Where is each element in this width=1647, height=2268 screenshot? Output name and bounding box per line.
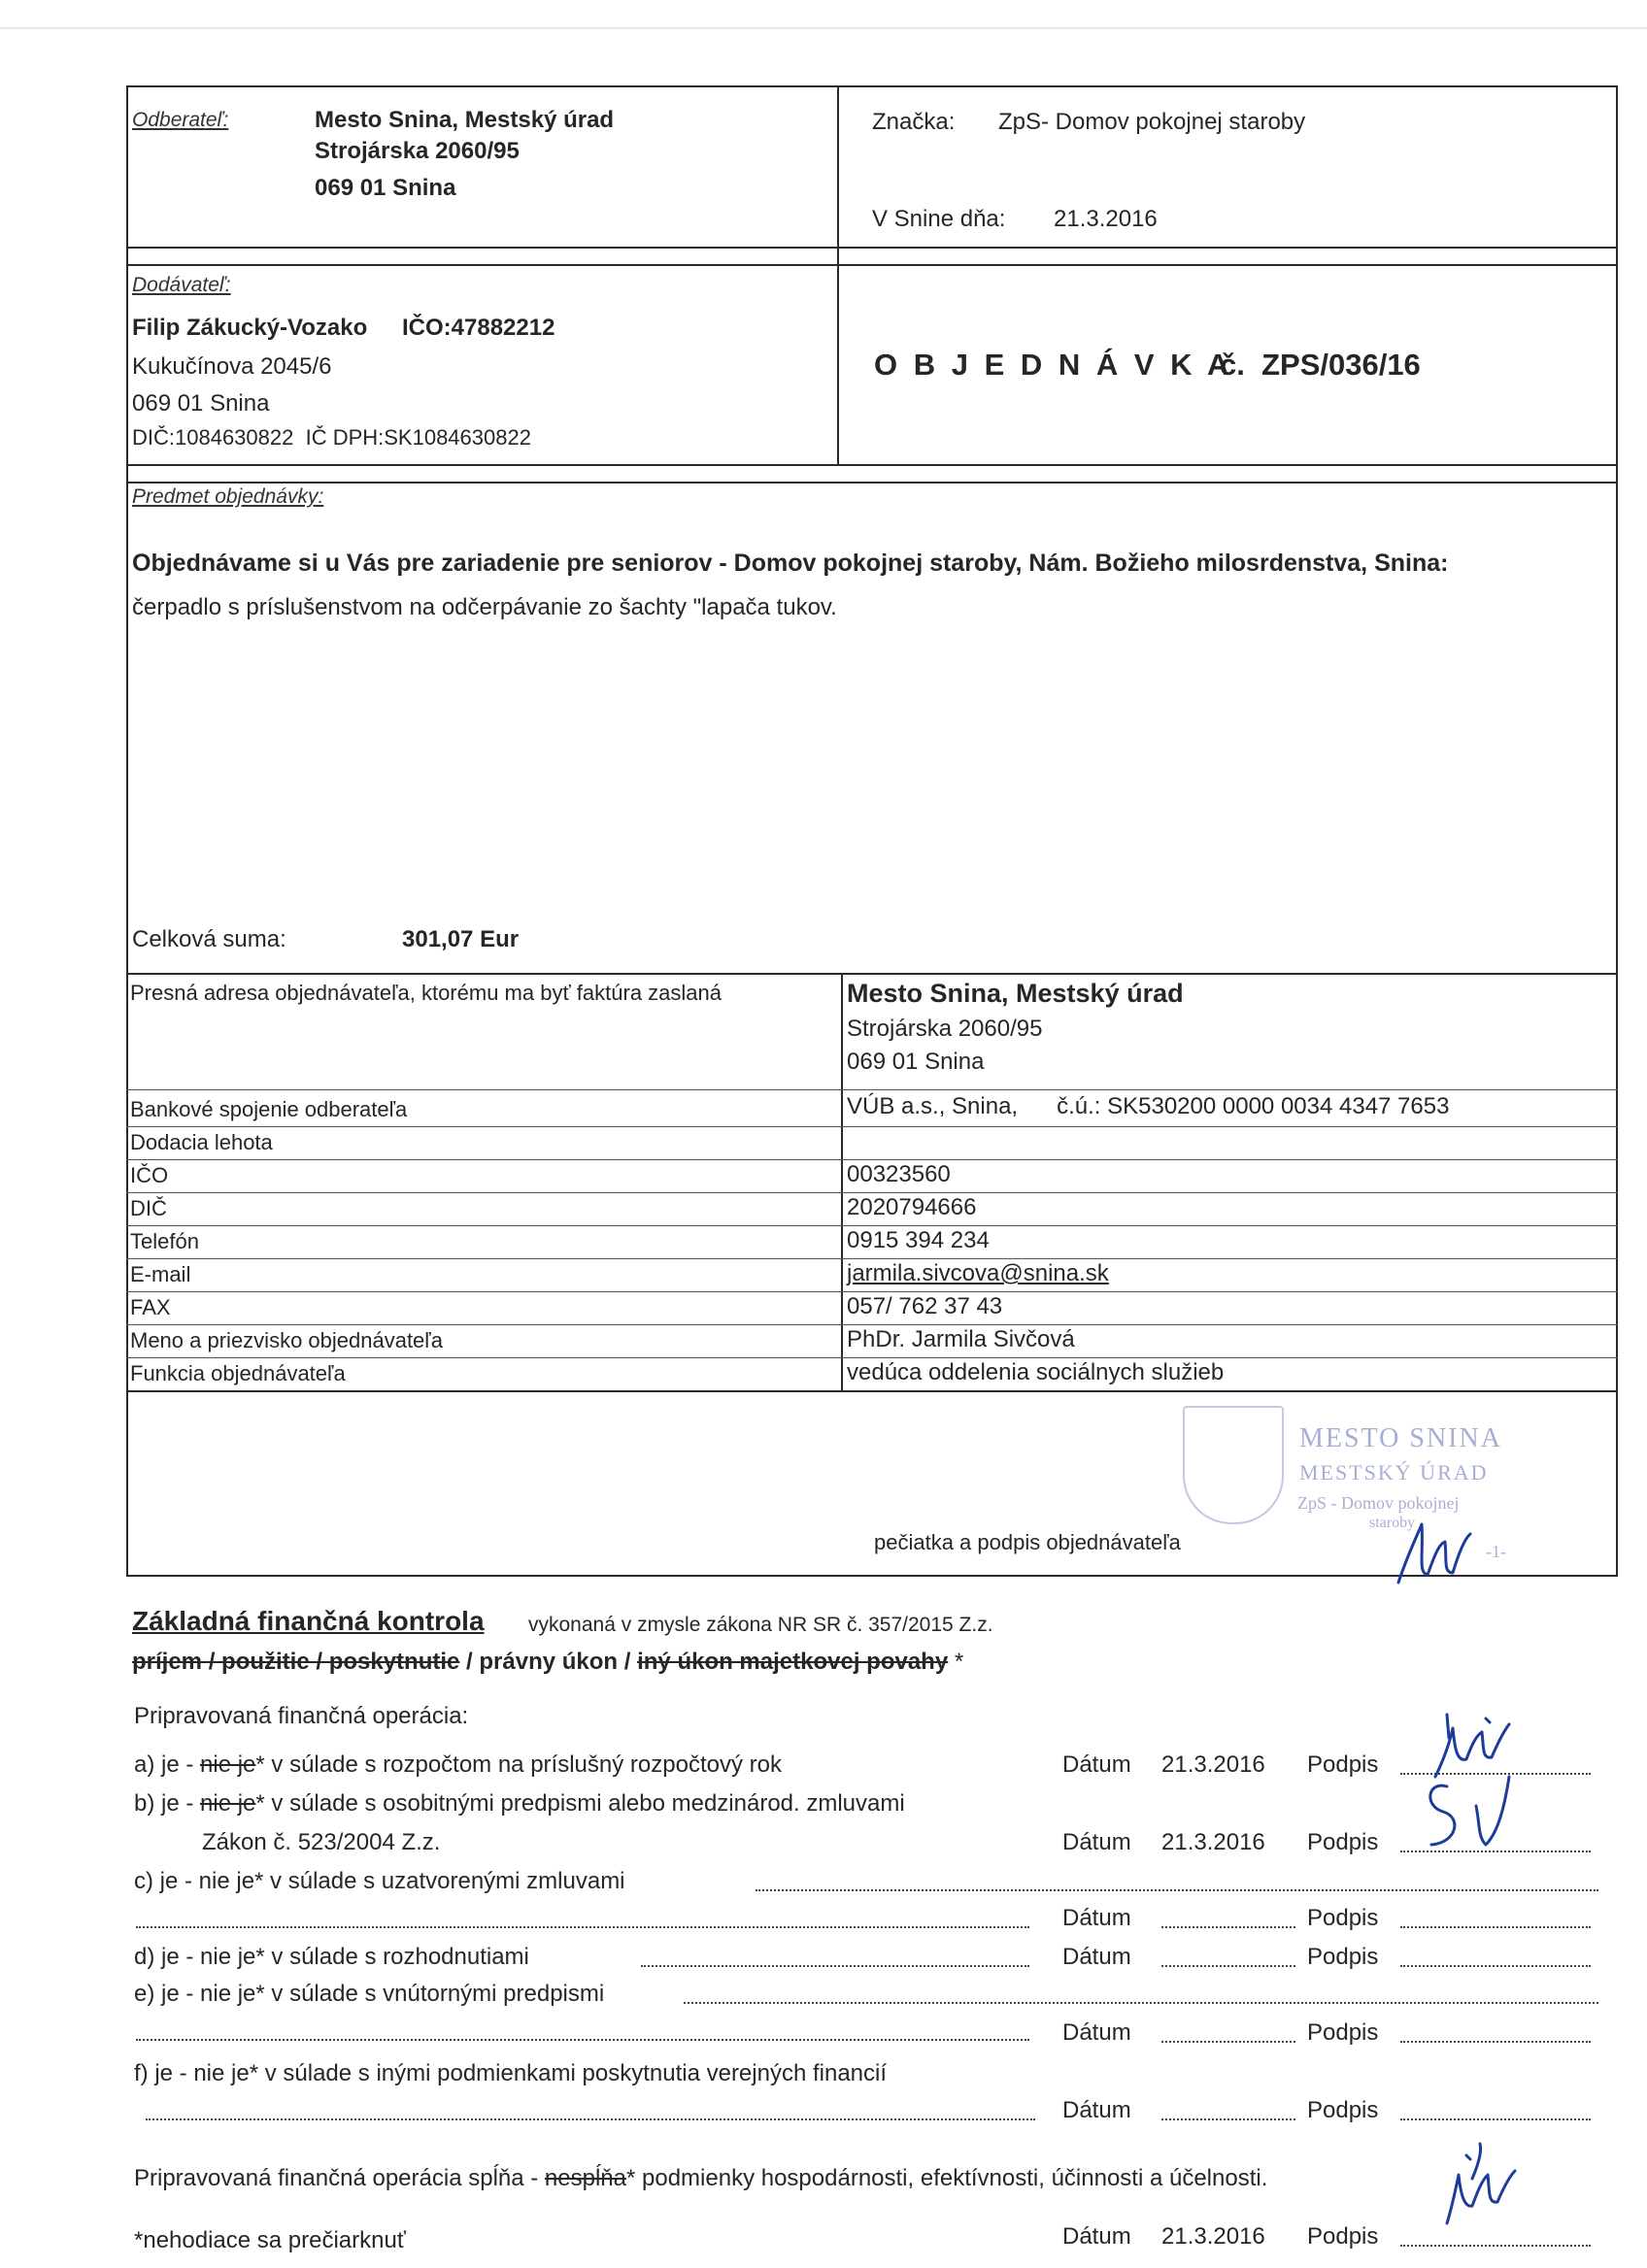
item-a-post: * v súlade s rozpočtom na príslušný rozpočtový rok xyxy=(255,1751,782,1778)
signature-b xyxy=(1408,1767,1534,1864)
datum-line-f xyxy=(1161,2118,1295,2120)
control-subtitle xyxy=(132,1649,963,1676)
total-value: 301,07 Eur xyxy=(402,926,520,952)
podpis-label-f: Podpis xyxy=(1307,2097,1379,2123)
row-value-fax: 057/ 762 37 43 xyxy=(847,1293,1003,1319)
item-b-law: Zákon č. 523/2004 Z.z. xyxy=(202,1829,441,1855)
address-name: Mesto Snina, Mestský úrad xyxy=(847,979,1184,1008)
datum-label-d: Dátum xyxy=(1062,1944,1131,1970)
supplier-street: Kukučínova 2045/6 xyxy=(132,353,332,380)
odberatel-street: Strojárska 2060/95 xyxy=(315,138,520,164)
podpis-line-d xyxy=(1400,1965,1591,1967)
row-value-ico: 00323560 xyxy=(847,1161,951,1187)
address-city: 069 01 Snina xyxy=(847,1049,985,1075)
footnote: *nehodiace sa prečiarknuť xyxy=(134,2227,406,2253)
subject-line-2: čerpadlo s príslušenstvom na odčerpávanie zo šachty "lapača tukov. xyxy=(132,594,837,620)
podpis-line-c xyxy=(1400,1926,1591,1928)
subtitle-star: * xyxy=(948,1649,964,1675)
datum-label-f: Dátum xyxy=(1062,2097,1131,2123)
datum-line-d xyxy=(1161,1965,1295,1967)
signature-final xyxy=(1418,2136,1534,2243)
row-value-bank: VÚB a.s., Snina, č.ú.: SK530200 0000 0034 4347 7653 xyxy=(847,1093,1450,1119)
rule xyxy=(126,1291,1618,1292)
subtitle-struck-2: iný úkon majetkovej povahy xyxy=(637,1649,949,1675)
row-label-dic: DIČ xyxy=(130,1196,167,1220)
date-value: 21.3.2016 xyxy=(1054,206,1158,232)
row-label-email: E-mail xyxy=(130,1262,191,1286)
header-divider xyxy=(837,85,839,464)
rule xyxy=(126,482,1618,484)
rule xyxy=(126,1390,1618,1392)
rule xyxy=(126,1192,1618,1193)
item-c: c) je - nie je* v súlade s uzatvorenými zmluvami xyxy=(134,1868,625,1894)
row-value-phone: 0915 394 234 xyxy=(847,1227,990,1253)
row-label-fax: FAX xyxy=(130,1295,171,1319)
stamp-text-2: MESTSKÝ ÚRAD xyxy=(1299,1460,1489,1484)
item-b-pre: b) je - xyxy=(134,1790,201,1817)
datum-line-e xyxy=(1161,2041,1295,2043)
control-intro: Pripravovaná finančná operácia: xyxy=(134,1703,469,1729)
subtitle-struck-1: príjem / použitie / poskytnutie xyxy=(132,1649,460,1675)
stamp-caption: pečiatka a podpis objednávateľa xyxy=(874,1530,1181,1554)
item-c-line-2 xyxy=(136,1926,1029,1928)
final-statement xyxy=(134,2165,1267,2192)
scan-edge-line xyxy=(0,27,1647,29)
odberatel-name: Mesto Snina, Mestský úrad xyxy=(315,107,615,133)
details-divider xyxy=(841,973,843,1392)
datum-label-b: Dátum xyxy=(1062,1829,1131,1855)
supplier-name: Filip Zákucký-Vozako xyxy=(132,315,368,341)
rule xyxy=(126,1357,1618,1358)
item-b-strike: nie je xyxy=(200,1790,256,1817)
item-c-line xyxy=(756,1889,1598,1891)
item-d: d) je - nie je* v súlade s rozhodnutiami xyxy=(134,1944,529,1970)
podpis-label-a: Podpis xyxy=(1307,1751,1379,1778)
stamp-text-3: ZpS - Domov pokojnej xyxy=(1297,1493,1460,1513)
subtitle-mid: / právny úkon / xyxy=(459,1649,638,1675)
supplier-ico: IČO:47882212 xyxy=(402,315,555,341)
signature-stamp xyxy=(1389,1515,1505,1592)
final-post: * podmienky hospodárnosti, efektívnosti, účinnosti a účelnosti. xyxy=(626,2165,1268,2191)
dodavatel-label: Dodávateľ: xyxy=(132,274,231,296)
row-label-name: Meno a priezvisko objednávateľa xyxy=(130,1328,443,1352)
item-d-line xyxy=(641,1965,1029,1967)
rule xyxy=(126,1089,1618,1090)
rule xyxy=(126,1225,1618,1226)
row-label-bank: Bankové spojenie odberateľa xyxy=(130,1097,408,1121)
supplier-tax-ids: DIČ:1084630822 IČ DPH:SK1084630822 xyxy=(132,425,531,450)
item-e: e) je - nie je* v súlade s vnútornými predpismi xyxy=(134,1981,605,2007)
datum-value-a: 21.3.2016 xyxy=(1161,1751,1265,1778)
datum-label-a: Dátum xyxy=(1062,1751,1131,1778)
podpis-label-final: Podpis xyxy=(1307,2223,1379,2250)
subject-label: Predmet objednávky: xyxy=(132,485,324,508)
podpis-label-e: Podpis xyxy=(1307,2019,1379,2046)
item-e-line-2 xyxy=(136,2039,1029,2041)
total-label: Celková suma: xyxy=(132,926,286,952)
row-label-ico: IČO xyxy=(130,1163,169,1187)
item-f-line xyxy=(146,2118,1035,2120)
rule xyxy=(126,1159,1618,1160)
rule xyxy=(126,1324,1618,1325)
item-a-pre: a) je - xyxy=(134,1751,201,1778)
address-street: Strojárska 2060/95 xyxy=(847,1016,1043,1042)
supplier-city: 069 01 Snina xyxy=(132,390,270,417)
row-label-delivery: Dodacia lehota xyxy=(130,1130,273,1154)
row-label-function: Funkcia objednávateľa xyxy=(130,1361,346,1385)
item-a-strike: nie je xyxy=(200,1751,256,1778)
item-b-post: * v súlade s osobitnými predpismi alebo medzinárod. zmluvami xyxy=(255,1790,905,1817)
rule xyxy=(126,247,1618,249)
final-strike: nespĺňa xyxy=(544,2165,626,2191)
rule xyxy=(126,1258,1618,1259)
odberatel-city: 069 01 Snina xyxy=(315,175,456,201)
item-b xyxy=(134,1790,905,1818)
order-title: O B J E D N Á V K A xyxy=(874,348,1233,382)
odberatel-label: Odberateľ: xyxy=(132,109,229,131)
row-label-phone: Telefón xyxy=(130,1229,199,1253)
item-a xyxy=(134,1751,782,1779)
address-label: Presná adresa objednávateľa, ktorému ma byť faktúra zaslaná xyxy=(130,981,723,1005)
row-value-function: vedúca oddelenia sociálnych služieb xyxy=(847,1359,1225,1385)
stamp-text-1: MESTO SNINA xyxy=(1299,1423,1502,1453)
control-title-rest: vykonaná v zmysle zákona NR SR č. 357/2015 Z.z. xyxy=(528,1614,993,1636)
podpis-label-c: Podpis xyxy=(1307,1905,1379,1931)
podpis-label-d: Podpis xyxy=(1307,1944,1379,1970)
znacka-label: Značka: xyxy=(872,109,956,135)
order-number: č. ZPS/036/16 xyxy=(1220,348,1421,382)
datum-value-final: 21.3.2016 xyxy=(1161,2223,1265,2250)
datum-line-c xyxy=(1161,1926,1295,1928)
podpis-label-b: Podpis xyxy=(1307,1829,1379,1855)
datum-label-final: Dátum xyxy=(1062,2223,1131,2250)
rule xyxy=(126,264,1618,266)
podpis-line-final xyxy=(1400,2245,1591,2247)
item-f: f) je - nie je* v súlade s inými podmienkami poskytnutia verejných financií xyxy=(134,2060,888,2086)
final-pre: Pripravovaná finančná operácia spĺňa - xyxy=(134,2165,545,2191)
datum-value-b: 21.3.2016 xyxy=(1161,1829,1265,1855)
stamp-text-4: staroby xyxy=(1369,1515,1416,1531)
stamp-shield-icon xyxy=(1183,1406,1284,1524)
datum-label-e: Dátum xyxy=(1062,2019,1131,2046)
stamp-number: -1- xyxy=(1486,1542,1506,1561)
podpis-line-f xyxy=(1400,2118,1591,2120)
znacka-value: ZpS- Domov pokojnej staroby xyxy=(998,109,1306,135)
subject-line-1: Objednávame si u Vás pre zariadenie pre seniorov - Domov pokojnej staroby, Nám. Božieho milosrdenstva, Snina: xyxy=(132,550,1449,577)
datum-label-c: Dátum xyxy=(1062,1905,1131,1931)
rule xyxy=(126,1126,1618,1127)
date-label: V Snine dňa: xyxy=(872,206,1006,232)
rule xyxy=(126,464,1618,466)
item-e-line xyxy=(684,2002,1598,2004)
podpis-line-e xyxy=(1400,2041,1591,2043)
control-title: Základná finančná kontrola xyxy=(132,1606,485,1636)
row-value-dic: 2020794666 xyxy=(847,1194,977,1220)
row-value-email-link[interactable]: jarmila.sivcova@snina.sk xyxy=(847,1260,1109,1286)
row-value-name: PhDr. Jarmila Sivčová xyxy=(847,1326,1075,1352)
rule xyxy=(126,973,1618,975)
